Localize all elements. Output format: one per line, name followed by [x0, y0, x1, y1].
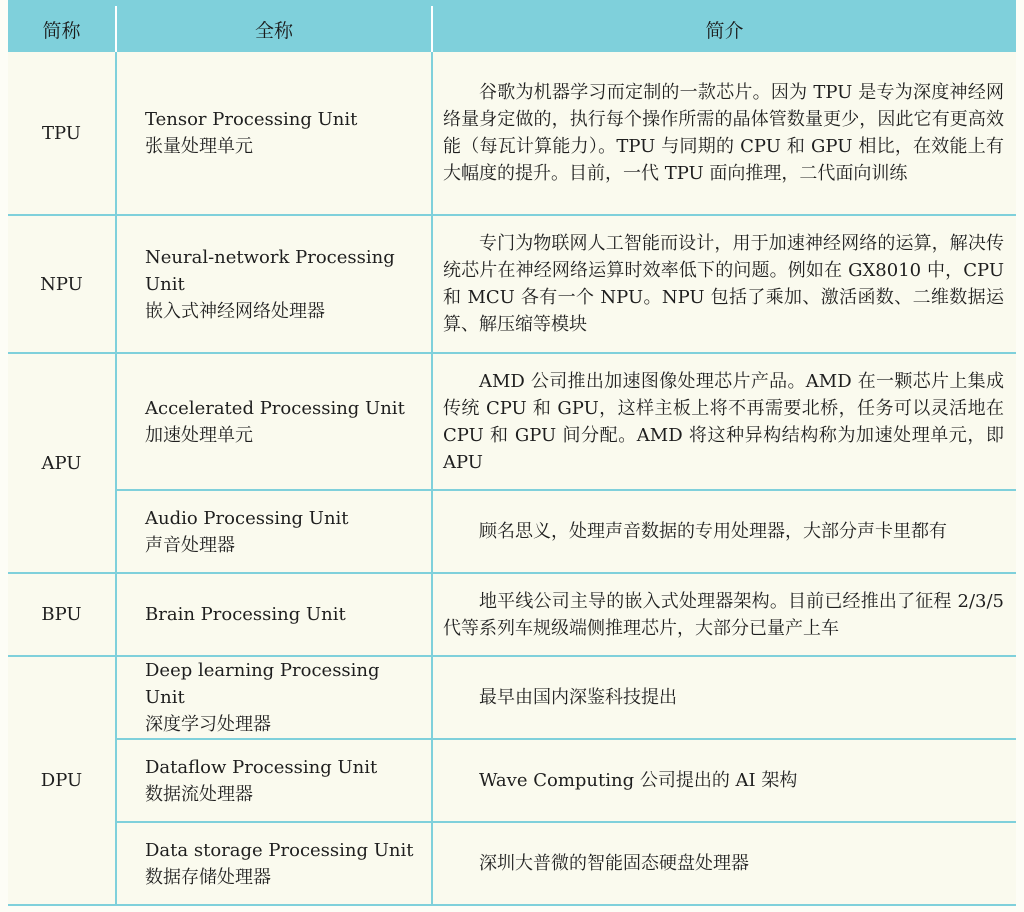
abbr-cell: DPU [8, 656, 116, 905]
abbr-cell: NPU [8, 215, 116, 353]
table-row-dpu-1 [8, 656, 1016, 739]
fullname-zh: 嵌入式神经网络处理器 [145, 300, 325, 322]
fullname-cell [116, 822, 432, 905]
fullname-en: Deep learning Processing Unit [145, 660, 380, 708]
desc-text: 地平线公司主导的嵌入式处理器架构。目前已经推出了征程 2/3/5 代等系列车规级端侧推理芯片，大部分已量产上车 [443, 590, 1004, 639]
fullname-cell [116, 353, 432, 490]
header-desc: 简介 [432, 6, 1016, 52]
desc-cell [432, 573, 1016, 656]
desc-text: 谷歌为机器学习而定制的一款芯片。因为 TPU 是专为深度神经网络量身定做的，执行每个操作所需的晶体管数量更少，因此它有更高效能（每瓦计算能力）。TPU 与同期的 CPU 和 GPU 相比，在效能上有大幅度的提升。目前，一代 TPU 面向推理，二代面向训练 [443, 82, 1004, 184]
table-row-dpu-2 [8, 739, 1016, 822]
fullname-en: Tensor Processing Unit [145, 109, 358, 130]
desc-cell [432, 215, 1016, 353]
header-abbr: 简称 [8, 6, 116, 52]
fullname-en: Accelerated Processing Unit [145, 397, 405, 419]
processor-table [8, 6, 1016, 906]
fullname-en: Data storage Processing Unit [145, 839, 414, 861]
desc-text: AMD 公司推出加速图像处理芯片产品。AMD 在一颗芯片上集成传统 CPU 和 GPU，这样主板上将不再需要北桥，任务可以灵活地在 CPU 和 GPU 间分配。AMD 将这种异构结构称为加速处理单元，即 APU [443, 370, 1004, 473]
desc-cell [432, 822, 1016, 905]
table-row-apu-2 [8, 490, 1016, 573]
desc-cell [432, 656, 1016, 739]
fullname-en: Brain Processing Unit [145, 604, 346, 625]
fullname-zh: 数据存储处理器 [145, 866, 271, 888]
desc-text: Wave Computing 公司提出的 AI 架构 [479, 770, 798, 791]
abbr-cell: TPU [8, 52, 116, 215]
desc-cell [432, 739, 1016, 822]
fullname-cell [116, 573, 432, 656]
table-row-bpu [8, 573, 1016, 656]
fullname-en: Dataflow Processing Unit [145, 756, 378, 778]
fullname-zh: 数据流处理器 [145, 783, 253, 805]
desc-text: 专门为物联网人工智能而设计，用于加速神经网络的运算，解决传统芯片在神经网络运算时效率低下的问题。例如在 GX8010 中，CPU 和 MCU 各有一个 NPU。NPU 包括了乘加、激活函数、二维数据运算、解压缩等模块 [443, 233, 1004, 335]
abbr-cell: APU [8, 353, 116, 573]
desc-text: 顾名思义，处理声音数据的专用处理器，大部分声卡里都有 [479, 521, 947, 542]
fullname-zh: 张量处理单元 [145, 136, 253, 157]
desc-cell [432, 52, 1016, 215]
fullname-cell [116, 490, 432, 573]
abbr-cell: BPU [8, 573, 116, 656]
table-row-tpu [8, 52, 1016, 215]
desc-cell [432, 490, 1016, 573]
fullname-cell [116, 656, 432, 739]
fullname-cell [116, 52, 432, 215]
fullname-en: Neural-network Processing Unit [145, 246, 395, 295]
fullname-zh: 声音处理器 [145, 534, 235, 556]
fullname-zh: 深度学习处理器 [145, 714, 271, 735]
fullname-zh: 加速处理单元 [145, 424, 253, 446]
fullname-cell [116, 739, 432, 822]
table-row-apu-1 [8, 353, 1016, 490]
table-row-dpu-3 [8, 822, 1016, 905]
desc-text: 最早由国内深鉴科技提出 [479, 687, 677, 708]
fullname-cell [116, 215, 432, 353]
desc-cell [432, 353, 1016, 490]
header-row [8, 6, 1016, 52]
desc-text: 深圳大普微的智能固态硬盘处理器 [479, 853, 749, 874]
table-row-npu [8, 215, 1016, 353]
fullname-en: Audio Processing Unit [145, 507, 349, 529]
header-full: 全称 [116, 6, 432, 52]
